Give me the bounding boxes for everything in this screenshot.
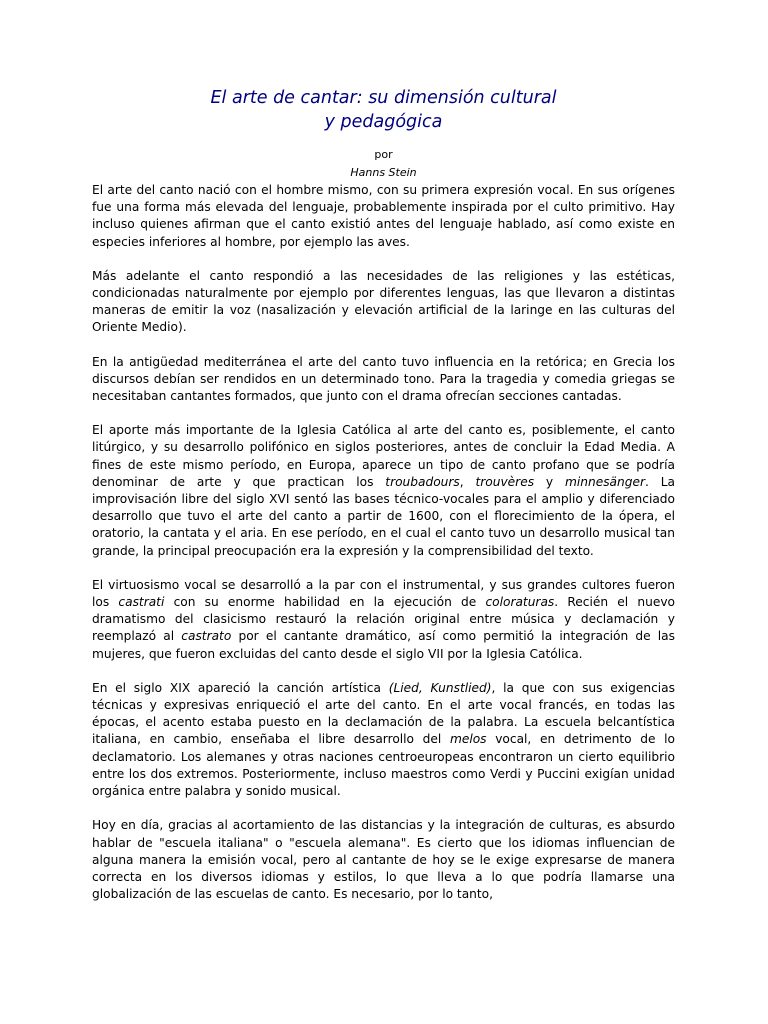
- paragraph-text: con su enorme habilidad en la ejecución de: [164, 595, 486, 610]
- italic-text: melos: [449, 732, 487, 747]
- italic-text: troubadours: [385, 474, 460, 489]
- paragraph: [92, 354, 675, 406]
- paragraph-text: En el siglo XIX apareció la canción artística: [92, 680, 389, 695]
- italic-text: (Lied, Kunstlied): [388, 680, 492, 695]
- paragraph-text: , la que con sus exigencias técnicas y expresivas enriqueció el arte del canto. En el arte vocal francés, en todas las épocas, el acento estaba puesto en la declamación de la palabra. La escuela belcantística italiana, en cambio, enseñaba el libre desarrollo del: [92, 680, 675, 747]
- paragraph: [92, 182, 675, 251]
- paragraph-text: El virtuosismo vocal se desarrolló a la par con el instrumental, y sus grandes cultores fueron los: [92, 577, 675, 610]
- paragraph-text: y: [534, 474, 565, 489]
- byline: [92, 146, 675, 182]
- paragraph: [92, 817, 675, 903]
- paragraph-text: ,: [459, 474, 476, 489]
- paragraph: [92, 422, 675, 560]
- document-page: [92, 86, 675, 920]
- paragraph-text: El aporte más importante de la Iglesia Católica al arte del canto es, posiblemente, el canto litúrgico, y su desarrollo polifónico en siglos posteriores, antes de concluir la Edad Media. A fines de este mismo período, en Europa, aparece un tipo de canto profano que se podría denominar de arte y que practican los: [92, 423, 675, 489]
- paragraph: [92, 268, 675, 337]
- author-name: Hanns Stein: [350, 166, 417, 179]
- document-title: [92, 86, 675, 134]
- italic-text: minnesänger: [565, 474, 645, 489]
- italic-text: trouvères: [475, 474, 535, 489]
- paragraph-text: vocal, en detrimento de lo declamatorio. Los alemanes y otras naciones centroeuropeas encontraron un cierto equilibrio entre los dos extremos. Posteriormente, incluso maestros como Verdi y Puccini exigían unidad orgánica entre palabra y sonido musical.: [92, 732, 675, 799]
- italic-text: coloraturas: [485, 595, 555, 610]
- italic-text: castrati: [118, 595, 165, 610]
- paragraph-text: Hoy en día, gracias al acortamiento de las distancias y la integración de culturas, es absurdo hablar de "escuela italiana" o "escuela alemana". Es cierto que los idiomas influencian de alguna manera la emisión vocal, pero al cantante de hoy se le exige expresarse de manera correcta en los diversos idiomas y estilos, lo que lleva a lo que podría llamarse una globalización de las escuelas de canto. Es necesario, por lo tanto,: [92, 818, 675, 902]
- document-body: [92, 182, 675, 903]
- paragraph-text: . La improvisación libre del siglo XVI sentó las bases técnico-vocales para el amplio y diferenciado desarrollo que tuvo el arte del canto a partir de 1600, con el florecimiento de la ópera, el oratorio, la cantata y el aria. En ese período, en el cual el canto tuvo un desarrollo musical tan grande, la principal preocupación era la expresión y la comprensibilidad del texto.: [92, 474, 676, 558]
- paragraph-text: En la antigüedad mediterránea el arte del canto tuvo influencia en la retórica; en Grecia los discursos debían ser rendidos en un determinado tono. Para la tragedia y comedia griegas se necesitaban cantantes formados, que junto con el drama ofrecían secciones cantadas.: [92, 354, 675, 404]
- byline-por: por: [374, 148, 393, 161]
- paragraph-text: Más adelante el canto respondió a las necesidades de las religiones y las estéticas, condicionadas naturalmente por ejemplo por diferentes lenguas, las que llevaron a distintas maneras de emitir la voz (nasalización y elevación artificial de la laringe en las culturas del Oriente Medio).: [92, 268, 675, 335]
- paragraph: [92, 680, 675, 800]
- paragraph-text: por el cantante dramático, así como permitió la integración de las mujeres, que fueron excluidas del canto desde el siglo VII por la Iglesia Católica.: [92, 629, 676, 661]
- paragraph: [92, 577, 675, 663]
- paragraph-text: El arte del canto nació con el hombre mismo, con su primera expresión vocal. En sus orígenes fue una forma más elevada del lenguaje, probablemente inspirada por el culto primitivo. Hay incluso quienes afirman que el canto existió antes del lenguaje hablado, así como existe en especies inferiores al hombre, por ejemplo las aves.: [92, 183, 675, 249]
- paragraph-text: . Recién el nuevo dramatismo del clasicismo restauró la relación original entre música y declamación y reemplazó al: [92, 595, 675, 644]
- title-line-1: El arte de cantar: su dimensión cultural: [210, 88, 557, 108]
- italic-text: castrato: [181, 629, 232, 644]
- title-line-2: y pedagógica: [324, 112, 443, 132]
